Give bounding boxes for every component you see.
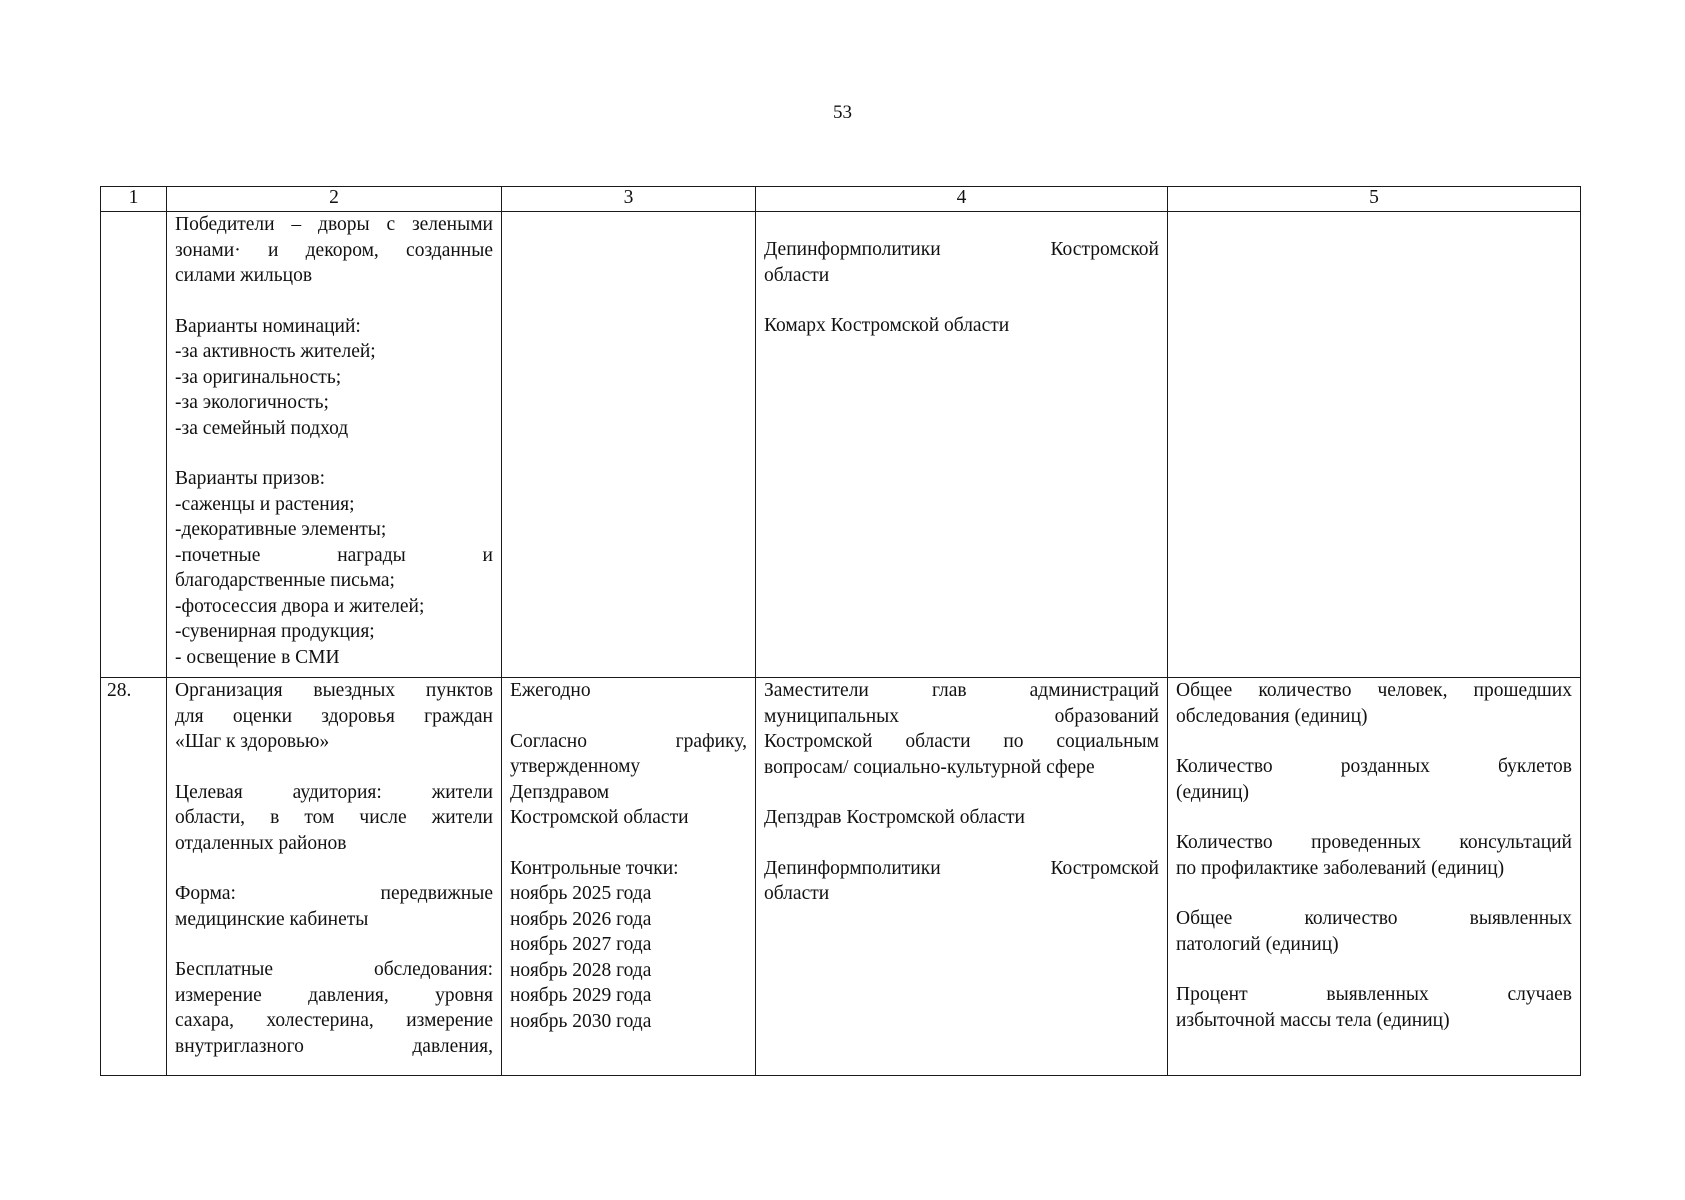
winners-paragraph <box>175 212 493 289</box>
responsible-cell <box>756 212 1168 678</box>
text-line: (единиц) <box>1176 781 1250 803</box>
schedule-cell <box>502 212 756 678</box>
text-line: Заместители глав администраций <box>764 680 1159 701</box>
text-line: Форма: передвижные <box>175 883 493 904</box>
text-line: области <box>764 883 830 904</box>
table-header-row <box>101 187 1581 212</box>
responsible-paragraph <box>764 856 1159 907</box>
text-line: Целевая аудитория: жители <box>175 781 493 803</box>
checkpoint-date: ноябрь 2025 года <box>510 883 652 904</box>
checkpoint-date: ноябрь 2028 года <box>510 959 652 981</box>
column-header-4: 4 <box>756 187 1168 212</box>
nominations-title: Варианты номинаций: <box>175 315 361 337</box>
checkpoints-title: Контрольные точки: <box>510 857 679 879</box>
column-header-5: 5 <box>1168 187 1581 212</box>
column-header-3: 3 <box>502 187 756 212</box>
row-number-cell: 28. <box>101 678 167 1076</box>
row-number-cell <box>101 212 167 678</box>
text-line: сахара, холестерина, измерение <box>175 1010 493 1031</box>
checkpoint-date: ноябрь 2030 года <box>510 1010 652 1032</box>
text-line: Процент выявленных случаев <box>1176 984 1572 1005</box>
list-item: -за оригинальность; <box>175 366 342 388</box>
text-line: муниципальных образований <box>764 705 1159 727</box>
list-item: -фотосессия двора и жителей; <box>175 595 425 617</box>
text-line: зонами· и декором, созданные <box>175 239 493 261</box>
schedule-paragraph <box>510 729 747 831</box>
description-cell <box>167 678 502 1076</box>
text-line: Победители – дворы с зелеными <box>175 214 493 235</box>
text-line: медицинские кабинеты <box>175 908 369 930</box>
responsible-paragraph <box>764 313 1159 339</box>
form-paragraph <box>175 881 493 932</box>
list-item: -почетные награды и <box>175 544 493 566</box>
column-header-1: 1 <box>101 187 167 212</box>
text-line: Депздравом <box>510 781 610 803</box>
schedule-cell <box>502 678 756 1076</box>
checkpoints-paragraph <box>510 856 747 1035</box>
table-row <box>101 678 1581 1076</box>
text-line: отдаленных районов <box>175 832 347 854</box>
list-item: -за активность жителей; <box>175 341 376 362</box>
text-line: области, в том числе жители <box>175 807 493 828</box>
nominations-paragraph <box>175 314 493 442</box>
text-line: Бесплатные обследования: <box>175 959 493 980</box>
text-line: силами жильцов <box>175 265 313 286</box>
description-paragraph <box>175 678 493 755</box>
indicators-cell <box>1168 212 1581 678</box>
text-line: по профилактике заболеваний (единиц) <box>1176 857 1505 879</box>
text-line: внутриглазного давления, <box>175 1035 493 1057</box>
list-item: - освещение в СМИ <box>175 646 340 668</box>
indicator-paragraph <box>1176 754 1572 805</box>
text-line: Костромской области по социальным <box>764 731 1159 752</box>
responsible-paragraph <box>764 805 1159 831</box>
indicator-paragraph <box>1176 982 1572 1033</box>
text-line: вопросам/ социально-культурной сфере <box>764 756 1095 778</box>
responsible-cell <box>756 678 1168 1076</box>
checkpoint-date: ноябрь 2027 года <box>510 934 652 955</box>
indicator-paragraph <box>1176 830 1572 881</box>
text-line: Депздрав Костромской области <box>764 807 1025 828</box>
text-line: для оценки здоровья граждан <box>175 705 493 727</box>
responsible-paragraph <box>764 678 1159 780</box>
text-line: патологий (единиц) <box>1176 933 1339 955</box>
text-line: избыточной массы тела (единиц) <box>1176 1009 1450 1031</box>
examinations-paragraph <box>175 957 493 1059</box>
text-line: Депинформполитики Костромской <box>764 239 1159 260</box>
text-line: Комарх Костромской области <box>764 315 1010 336</box>
list-item: -саженцы и растения; <box>175 493 355 515</box>
text-line: области <box>764 264 830 286</box>
description-cell <box>167 212 502 678</box>
text-line: Костромской области <box>510 807 689 828</box>
prizes-paragraph <box>175 466 493 670</box>
text-line: Количество проведенных консультаций <box>1176 832 1572 853</box>
measures-table <box>100 186 1581 1076</box>
text-line: обследования (единиц) <box>1176 705 1368 727</box>
page-number: 53 <box>833 102 852 123</box>
text-line: Количество розданных буклетов <box>1176 756 1572 777</box>
text-line: Ежегодно <box>510 680 591 701</box>
indicator-paragraph <box>1176 906 1572 957</box>
text-line: измерение давления, уровня <box>175 984 493 1006</box>
checkpoint-date: ноябрь 2029 года <box>510 985 652 1006</box>
responsible-paragraph <box>764 237 1159 288</box>
prizes-title: Варианты призов: <box>175 468 326 489</box>
text-line: Депинформполитики Костромской <box>764 857 1159 879</box>
text-line: Организация выездных пунктов <box>175 680 493 701</box>
column-header-2: 2 <box>167 187 502 212</box>
text-line: утвержденному <box>510 756 641 777</box>
list-item: благодарственные письма; <box>175 570 395 591</box>
list-item: -за семейный подход <box>175 417 349 439</box>
text-line: Согласно графику, <box>510 730 747 752</box>
text-line: Общее количество человек, прошедших <box>1176 680 1572 701</box>
list-item: -сувенирная продукция; <box>175 621 375 642</box>
audience-paragraph <box>175 780 493 857</box>
list-item: -декоративные элементы; <box>175 519 387 540</box>
schedule-paragraph <box>510 678 747 704</box>
text-line: «Шаг к здоровью» <box>175 731 330 752</box>
indicators-cell <box>1168 678 1581 1076</box>
checkpoint-date: ноябрь 2026 года <box>510 908 652 930</box>
list-item: -за экологичность; <box>175 392 329 413</box>
text-line: Общее количество выявленных <box>1176 908 1572 929</box>
indicator-paragraph <box>1176 678 1572 729</box>
table-row <box>101 212 1581 678</box>
